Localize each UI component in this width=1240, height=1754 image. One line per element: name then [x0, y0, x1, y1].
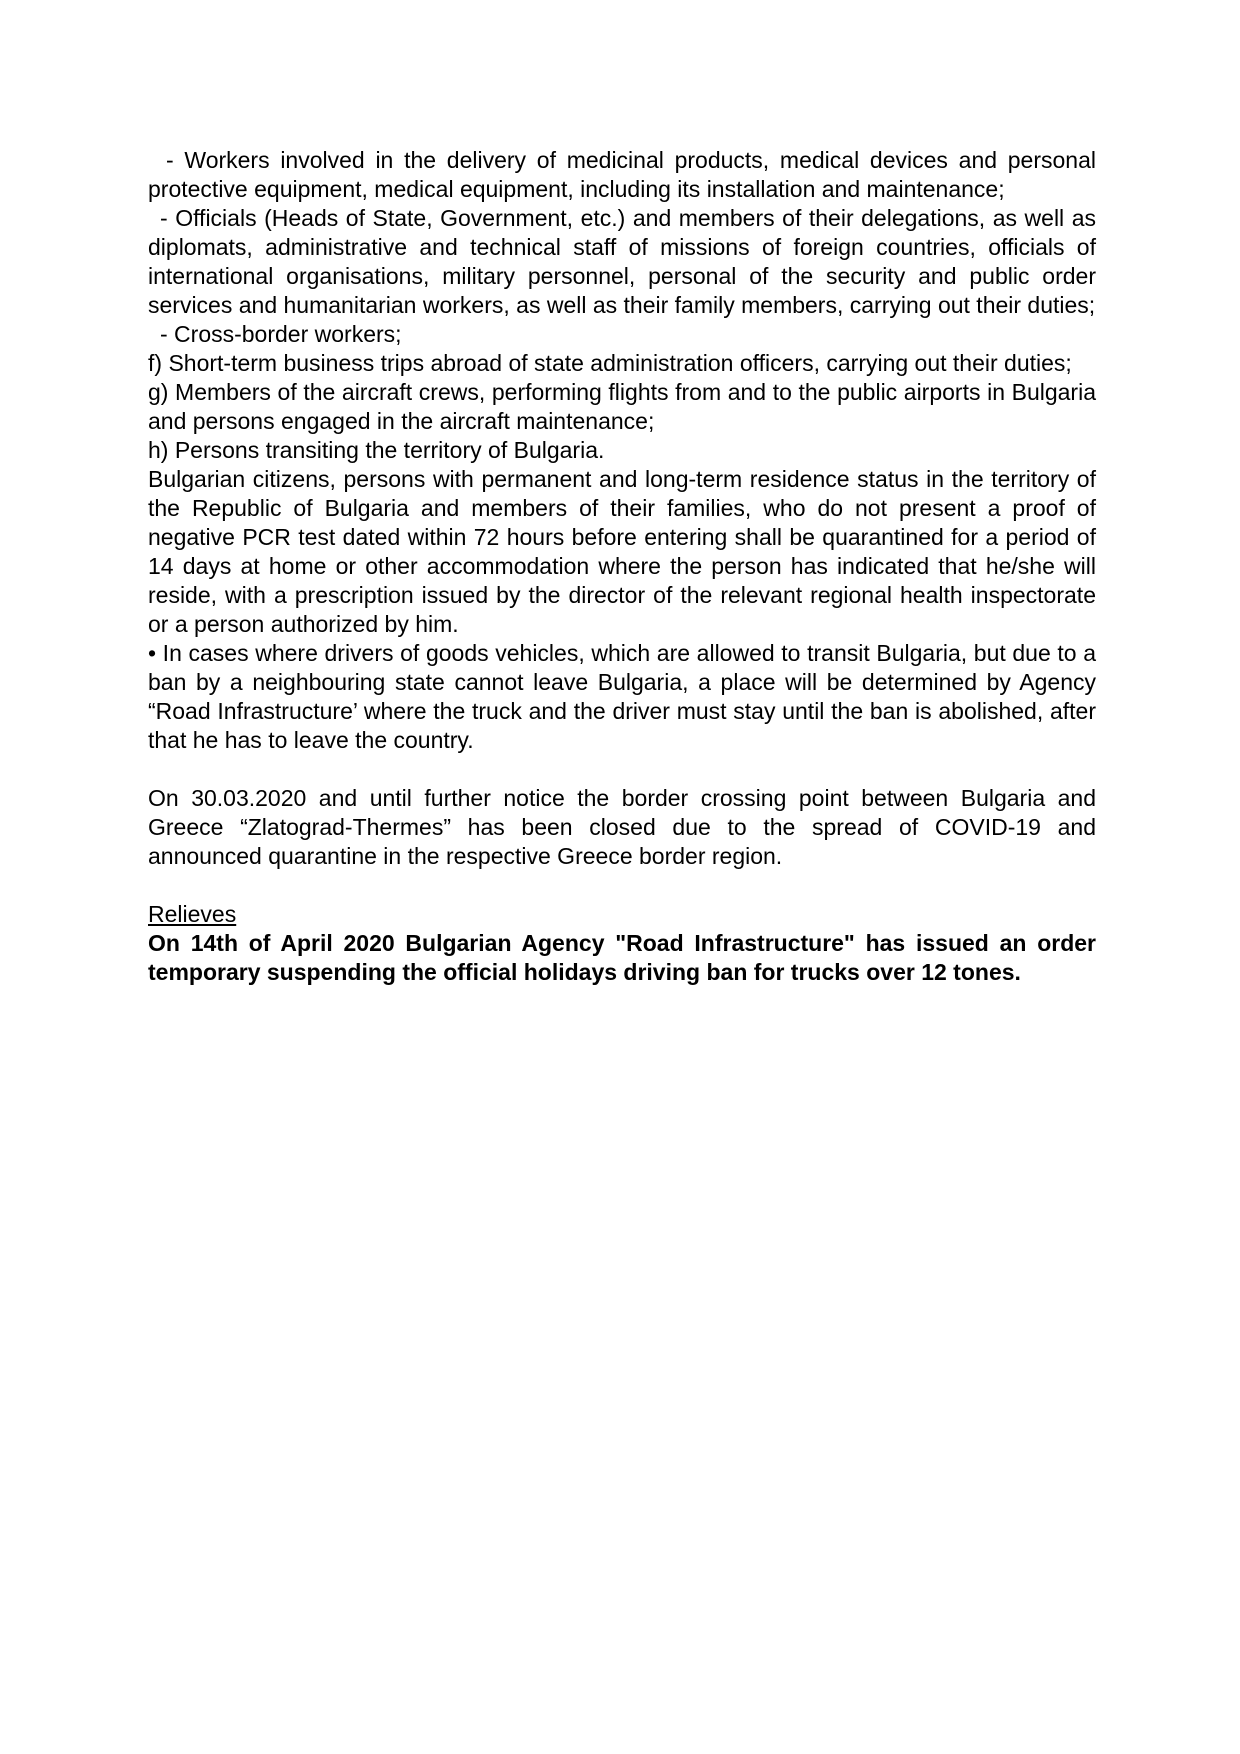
relieves-text: On 14th of April 2020 Bulgarian Agency "Road Infrastructure" has issued an order temporary suspending the official holidays driving ban for trucks over 12 tones. [148, 930, 1096, 985]
item-officials: - Officials (Heads of State, Government, etc.) and members of their delegations, as well as diplomats, administrative and technical staff of missions of foreign countries, officials of international organisations, military personnel, personal of the security and public order services and humanitarian workers, as well as their family members, carrying out their duties; [148, 205, 1096, 318]
relieves-heading: Relieves [148, 901, 237, 927]
border-paragraph: On 30.03.2020 and until further notice the border crossing point between Bulgaria and Greece “Zlatograd-Thermes” has been closed due to the spread of COVID-19 and announced quarantine in the respective Greece border region. [148, 785, 1096, 869]
quarantine-paragraph: Bulgarian citizens, persons with permanent and long-term residence status in the territory of the Republic of Bulgaria and members of their families, who do not present a proof of negative PCR test dated within 72 hours before entering shall be quarantined for a period of 14 days at home or other accommodation where the person has indicated that he/she will reside, with a prescription issued by the director of the relevant regional health inspectorate or a person authorized by him. [148, 466, 1096, 637]
drivers-paragraph: • In cases where drivers of goods vehicles, which are allowed to transit Bulgaria, but due to a ban by a neighbouring state cannot leave Bulgaria, a place will be determined by Agency “Road Infrastructure’ where the truck and the driver must stay until the ban is abolished, after that he has to leave the country. [148, 640, 1096, 753]
document-page [148, 146, 1096, 987]
item-h: h) Persons transiting the territory of Bulgaria. [148, 437, 605, 463]
item-g: g) Members of the aircraft crews, performing flights from and to the public airports in Bulgaria and persons engaged in the aircraft maintenance; [148, 379, 1096, 434]
item-f: f) Short-term business trips abroad of state administration officers, carrying out their duties; [148, 350, 1072, 376]
paragraph-spacer [148, 755, 1096, 784]
paragraph-spacer [148, 871, 1096, 900]
item-workers-medical: - Workers involved in the delivery of medicinal products, medical devices and personal protective equipment, medical equipment, including its installation and maintenance; [148, 147, 1096, 202]
item-cross-border: - Cross-border workers; [160, 321, 402, 347]
